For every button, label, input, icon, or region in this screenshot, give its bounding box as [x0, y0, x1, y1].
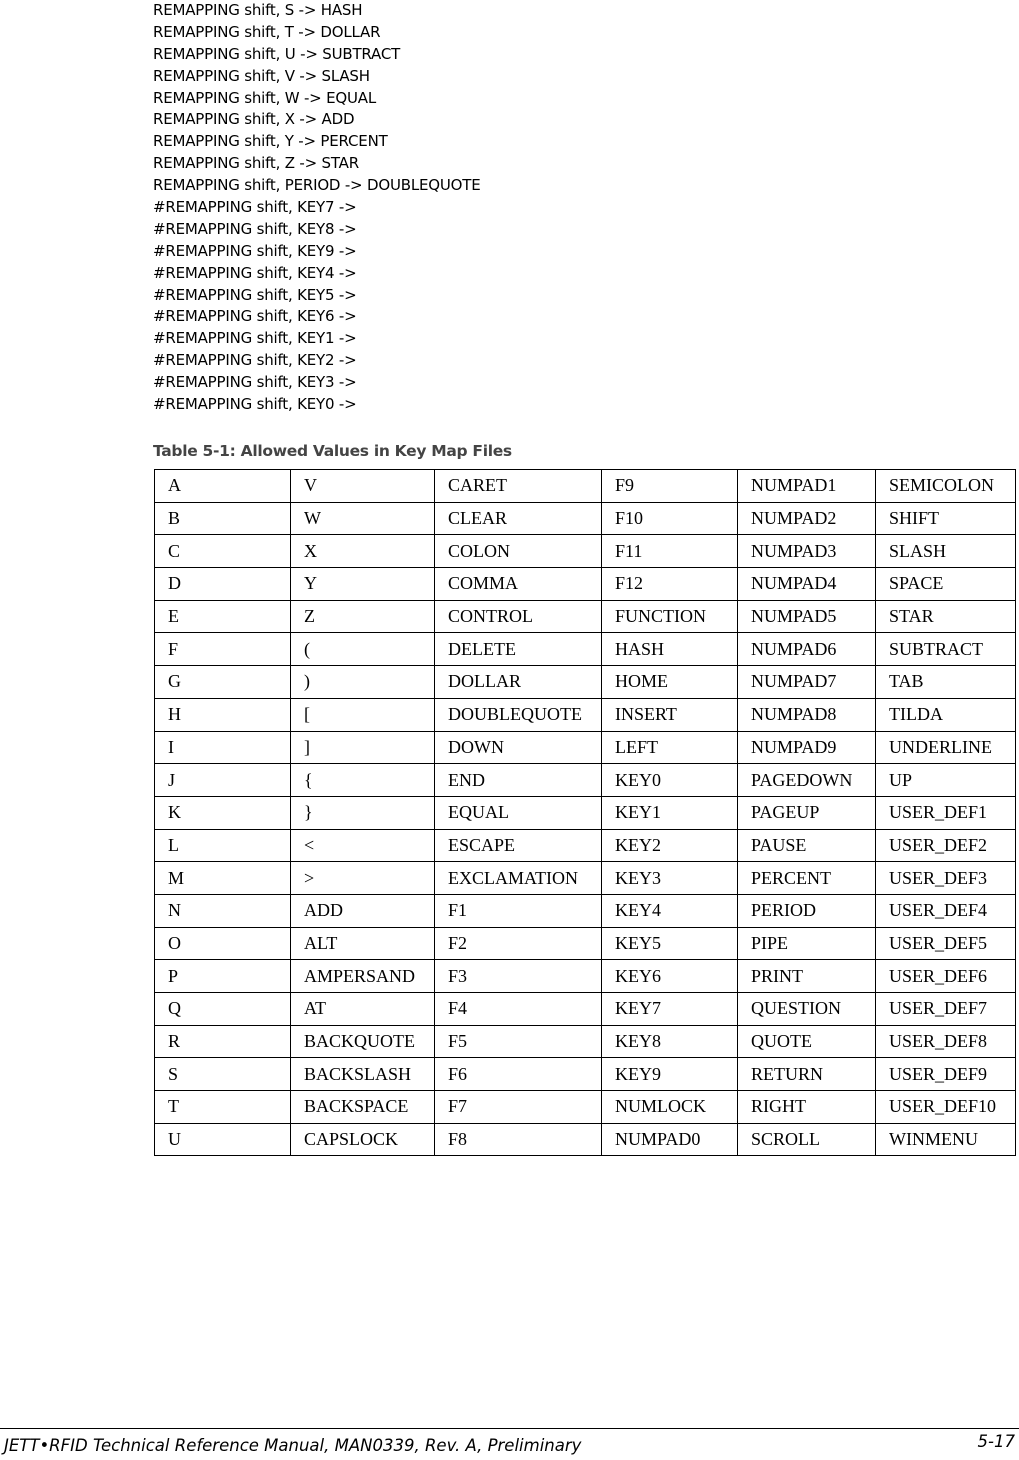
code-line: #REMAPPING shift, KEY8 ->	[153, 219, 357, 238]
table-cell: PERCENT	[738, 862, 876, 895]
table-cell: KEY9	[602, 1058, 738, 1091]
table-cell: F1	[435, 894, 602, 927]
table-cell: NUMPAD8	[738, 698, 876, 731]
table-cell: EXCLAMATION	[435, 862, 602, 895]
table-cell: X	[291, 535, 435, 568]
table-cell: }	[291, 796, 435, 829]
table-cell: C	[155, 535, 291, 568]
table-row	[155, 829, 1016, 862]
table-row	[155, 666, 1016, 699]
table-row	[155, 927, 1016, 960]
table-row	[155, 1058, 1016, 1091]
table-cell: F10	[602, 502, 738, 535]
table-cell: AT	[291, 993, 435, 1026]
table-cell: HOME	[602, 666, 738, 699]
table-cell: USER_DEF1	[876, 796, 1016, 829]
table-cell: KEY8	[602, 1025, 738, 1058]
code-line: #REMAPPING shift, KEY1 ->	[153, 329, 357, 348]
table-cell: Y	[291, 568, 435, 601]
code-line: REMAPPING shift, S -> HASH	[153, 1, 363, 19]
table-row	[155, 1025, 1016, 1058]
footer-page-number: 5-17	[977, 1432, 1015, 1451]
code-line: #REMAPPING shift, KEY7 ->	[153, 198, 357, 217]
table-cell: J	[155, 764, 291, 797]
table-row	[155, 633, 1016, 666]
table-cell: USER_DEF4	[876, 894, 1016, 927]
table-cell: END	[435, 764, 602, 797]
table-row	[155, 960, 1016, 993]
table-cell: KEY6	[602, 960, 738, 993]
table-cell: F3	[435, 960, 602, 993]
table-cell: G	[155, 666, 291, 699]
table-cell: D	[155, 568, 291, 601]
table-cell: B	[155, 502, 291, 535]
table-cell: RETURN	[738, 1058, 876, 1091]
table-cell: QUESTION	[738, 993, 876, 1026]
code-line: #REMAPPING shift, KEY0 ->	[153, 395, 357, 414]
table-cell: ALT	[291, 927, 435, 960]
table-cell: F	[155, 633, 291, 666]
table-cell: SUBTRACT	[876, 633, 1016, 666]
table-cell: USER_DEF5	[876, 927, 1016, 960]
table-cell: U	[155, 1123, 291, 1156]
table-cell: ESCAPE	[435, 829, 602, 862]
table-cell: USER_DEF7	[876, 993, 1016, 1026]
table-cell: F6	[435, 1058, 602, 1091]
table-cell: KEY5	[602, 927, 738, 960]
table-row	[155, 731, 1016, 764]
code-line: #REMAPPING shift, KEY6 ->	[153, 307, 357, 326]
table-cell: NUMPAD5	[738, 600, 876, 633]
table-cell: K	[155, 796, 291, 829]
code-line: #REMAPPING shift, KEY3 ->	[153, 373, 357, 392]
table-cell: S	[155, 1058, 291, 1091]
table-cell: PERIOD	[738, 894, 876, 927]
table-cell: KEY4	[602, 894, 738, 927]
table-cell: A	[155, 470, 291, 503]
table-cell: PIPE	[738, 927, 876, 960]
table-cell: SHIFT	[876, 502, 1016, 535]
table-cell: KEY7	[602, 993, 738, 1026]
table-cell: E	[155, 600, 291, 633]
table-cell: USER_DEF10	[876, 1091, 1016, 1124]
table-row	[155, 1123, 1016, 1156]
table-row	[155, 796, 1016, 829]
code-line: REMAPPING shift, V -> SLASH	[153, 66, 370, 85]
table-cell: SLASH	[876, 535, 1016, 568]
code-line: REMAPPING shift, U -> SUBTRACT	[153, 44, 401, 63]
table-cell: CARET	[435, 470, 602, 503]
table-cell: UNDERLINE	[876, 731, 1016, 764]
table-cell: F4	[435, 993, 602, 1026]
table-cell: Q	[155, 993, 291, 1026]
table-cell: DOLLAR	[435, 666, 602, 699]
table-cell: NUMPAD6	[738, 633, 876, 666]
table-cell: RIGHT	[738, 1091, 876, 1124]
code-line: #REMAPPING shift, KEY5 ->	[153, 285, 357, 304]
table-row	[155, 535, 1016, 568]
table-cell: F2	[435, 927, 602, 960]
table-cell: F9	[602, 470, 738, 503]
table-cell: NUMLOCK	[602, 1091, 738, 1124]
table-cell: F12	[602, 568, 738, 601]
code-line: REMAPPING shift, PERIOD -> DOUBLEQUOTE	[153, 176, 481, 195]
table-cell: UP	[876, 764, 1016, 797]
table-row	[155, 568, 1016, 601]
footer-divider	[0, 1428, 1019, 1429]
table-cell: HASH	[602, 633, 738, 666]
table-cell: KEY2	[602, 829, 738, 862]
table-cell: CAPSLOCK	[291, 1123, 435, 1156]
table-cell: N	[155, 894, 291, 927]
table-cell: F5	[435, 1025, 602, 1058]
table-cell: INSERT	[602, 698, 738, 731]
table-cell: SPACE	[876, 568, 1016, 601]
table-row	[155, 600, 1016, 633]
table-cell: NUMPAD0	[602, 1123, 738, 1156]
table-cell: R	[155, 1025, 291, 1058]
table-cell: NUMPAD1	[738, 470, 876, 503]
table-row	[155, 993, 1016, 1026]
table-cell: PRINT	[738, 960, 876, 993]
table-cell: F7	[435, 1091, 602, 1124]
code-line: REMAPPING shift, Z -> STAR	[153, 154, 359, 173]
table-cell: STAR	[876, 600, 1016, 633]
table-cell: I	[155, 731, 291, 764]
table-row	[155, 698, 1016, 731]
code-line: #REMAPPING shift, KEY2 ->	[153, 351, 357, 370]
table-cell: Z	[291, 600, 435, 633]
table-cell: CONTROL	[435, 600, 602, 633]
table-caption: Table 5-1: Allowed Values in Key Map Files	[153, 442, 512, 460]
table-cell: USER_DEF2	[876, 829, 1016, 862]
table-cell: ADD	[291, 894, 435, 927]
table-cell: M	[155, 862, 291, 895]
code-line: #REMAPPING shift, KEY4 ->	[153, 263, 357, 282]
table-cell: L	[155, 829, 291, 862]
table-cell: H	[155, 698, 291, 731]
table-cell: [	[291, 698, 435, 731]
table-cell: USER_DEF8	[876, 1025, 1016, 1058]
table-cell: SCROLL	[738, 1123, 876, 1156]
table-cell: EQUAL	[435, 796, 602, 829]
table-cell: DELETE	[435, 633, 602, 666]
footer-document-title: JETT•RFID Technical Reference Manual, MAN0339, Rev. A, Preliminary	[4, 1436, 582, 1455]
key-values-table	[154, 469, 1016, 1156]
table-cell: KEY0	[602, 764, 738, 797]
table-cell: PAGEUP	[738, 796, 876, 829]
table-cell: P	[155, 960, 291, 993]
table-cell: PAGEDOWN	[738, 764, 876, 797]
table-cell: DOWN	[435, 731, 602, 764]
code-line: REMAPPING shift, W -> EQUAL	[153, 88, 376, 107]
table-cell: BACKQUOTE	[291, 1025, 435, 1058]
table-row	[155, 764, 1016, 797]
key-values-table-body	[155, 470, 1016, 1156]
table-cell: O	[155, 927, 291, 960]
table-row	[155, 894, 1016, 927]
table-cell: FUNCTION	[602, 600, 738, 633]
table-cell: QUOTE	[738, 1025, 876, 1058]
table-cell: CLEAR	[435, 502, 602, 535]
table-cell: T	[155, 1091, 291, 1124]
table-row	[155, 470, 1016, 503]
table-cell: SEMICOLON	[876, 470, 1016, 503]
table-row	[155, 1091, 1016, 1124]
table-cell: COLON	[435, 535, 602, 568]
table-cell: WINMENU	[876, 1123, 1016, 1156]
table-cell: LEFT	[602, 731, 738, 764]
table-cell: NUMPAD9	[738, 731, 876, 764]
table-cell: NUMPAD4	[738, 568, 876, 601]
table-cell: BACKSLASH	[291, 1058, 435, 1091]
table-cell: KEY1	[602, 796, 738, 829]
code-line: REMAPPING shift, X -> ADD	[153, 110, 355, 129]
table-cell: USER_DEF9	[876, 1058, 1016, 1091]
table-cell: DOUBLEQUOTE	[435, 698, 602, 731]
config-code-block	[153, 0, 753, 416]
table-cell: PAUSE	[738, 829, 876, 862]
table-cell: ]	[291, 731, 435, 764]
table-cell: (	[291, 633, 435, 666]
table-cell: NUMPAD3	[738, 535, 876, 568]
table-cell: W	[291, 502, 435, 535]
code-line: REMAPPING shift, T -> DOLLAR	[153, 22, 381, 41]
table-cell: TILDA	[876, 698, 1016, 731]
code-line: #REMAPPING shift, KEY9 ->	[153, 241, 357, 260]
table-cell: V	[291, 470, 435, 503]
table-cell: COMMA	[435, 568, 602, 601]
table-cell: USER_DEF6	[876, 960, 1016, 993]
table-cell: F8	[435, 1123, 602, 1156]
table-cell: NUMPAD7	[738, 666, 876, 699]
table-cell: >	[291, 862, 435, 895]
table-cell: <	[291, 829, 435, 862]
code-line: REMAPPING shift, Y -> PERCENT	[153, 132, 388, 151]
table-cell: )	[291, 666, 435, 699]
table-cell: TAB	[876, 666, 1016, 699]
table-cell: AMPERSAND	[291, 960, 435, 993]
table-row	[155, 862, 1016, 895]
table-cell: NUMPAD2	[738, 502, 876, 535]
table-cell: USER_DEF3	[876, 862, 1016, 895]
table-cell: BACKSPACE	[291, 1091, 435, 1124]
table-row	[155, 502, 1016, 535]
table-cell: {	[291, 764, 435, 797]
table-cell: KEY3	[602, 862, 738, 895]
table-cell: F11	[602, 535, 738, 568]
